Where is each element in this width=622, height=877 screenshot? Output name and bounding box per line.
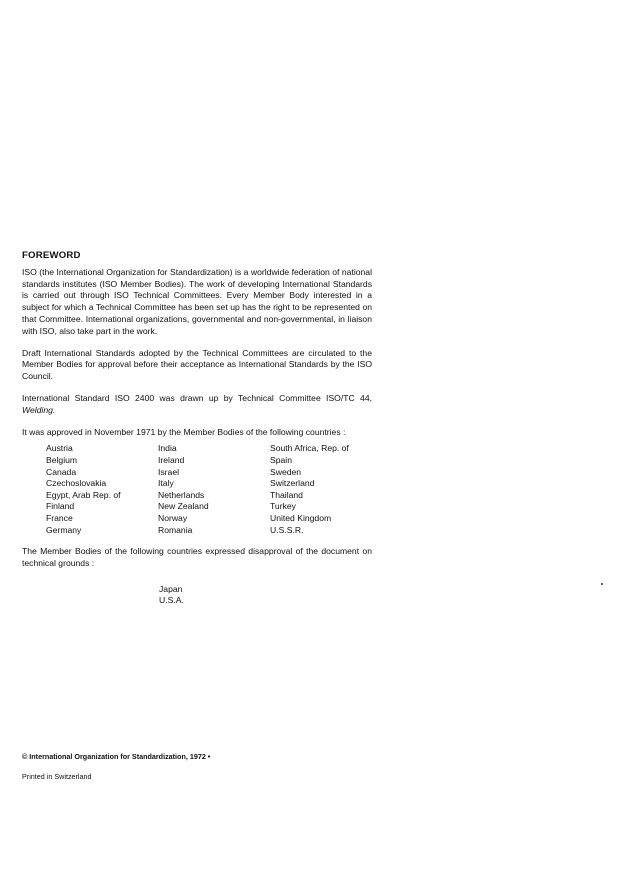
- country-item: Romania: [158, 524, 193, 535]
- country-item: Norway: [158, 512, 188, 523]
- printed-notice: Printed in Switzerland: [22, 772, 92, 781]
- countries-column-2: [158, 443, 270, 536]
- approving-countries-list: [46, 443, 372, 536]
- country-item: Belgium: [46, 454, 78, 465]
- country-item: U.S.A.: [159, 595, 184, 606]
- countries-column-1: [46, 443, 158, 536]
- country-item: New Zealand: [158, 501, 209, 512]
- country-item: India: [158, 443, 177, 454]
- country-item: Sweden: [270, 466, 302, 477]
- committee-title: Welding.: [22, 404, 56, 415]
- foreword-paragraph-approval: It was approved in November 1971 by the Member Bodies of the following countries :: [22, 426, 346, 437]
- country-item: Turkey: [270, 501, 296, 512]
- country-item: Egypt, Arab Rep. of: [46, 489, 121, 500]
- foreword-paragraph-iso: ISO (the International Organization for Standardization) is a worldwide federation of national standards institutes (ISO Member Bodies). The work of developing International Standards is carried out through ISO Technical Committees. Every Member Body interested in a subject for which a Technical Committee has been set up has the right to be represented on that Committee. International organizations, governmental and non-governmental, in liaison with ISO, also take part in the work.: [22, 266, 372, 336]
- country-item: Ireland: [158, 454, 185, 465]
- country-item: U.S.S.R.: [270, 524, 304, 535]
- country-item: Switzerland: [270, 478, 315, 489]
- country-item: Netherlands: [158, 489, 205, 500]
- committee-text: International Standard ISO 2400 was drawn up by Technical Committee ISO/TC 44,: [22, 392, 372, 403]
- country-item: South Africa, Rep. of: [270, 443, 349, 454]
- foreword-section: [22, 250, 372, 607]
- country-item: Italy: [158, 478, 174, 489]
- country-item: Israel: [158, 466, 180, 477]
- countries-column-3: [270, 443, 370, 536]
- country-item: Germany: [46, 524, 82, 535]
- copyright-notice: © International Organization for Standardization, 1972 •: [22, 752, 211, 761]
- country-item: Finland: [46, 501, 75, 512]
- foreword-paragraph-committee: [22, 393, 372, 417]
- foreword-paragraph-drafts: Draft International Standards adopted by the Technical Committees are circulated to the Member Bodies for approval before their acceptance as International Standards by the ISO Council.: [22, 347, 372, 382]
- country-item: United Kingdom: [270, 512, 332, 523]
- disapproving-countries-list: [159, 584, 372, 607]
- foreword-paragraph-disapproval: The Member Bodies of the following countries expressed disapproval of the document on technical grounds :: [22, 546, 372, 568]
- country-item: Spain: [270, 454, 292, 465]
- country-item: Canada: [46, 466, 77, 477]
- country-item: Thailand: [270, 489, 303, 500]
- foreword-heading: FOREWORD: [22, 250, 81, 261]
- country-item: France: [46, 512, 73, 523]
- country-item: Czechoslovakia: [46, 478, 107, 489]
- country-item: Austria: [46, 443, 73, 454]
- country-item: Japan: [159, 583, 183, 594]
- margin-mark: [601, 583, 603, 585]
